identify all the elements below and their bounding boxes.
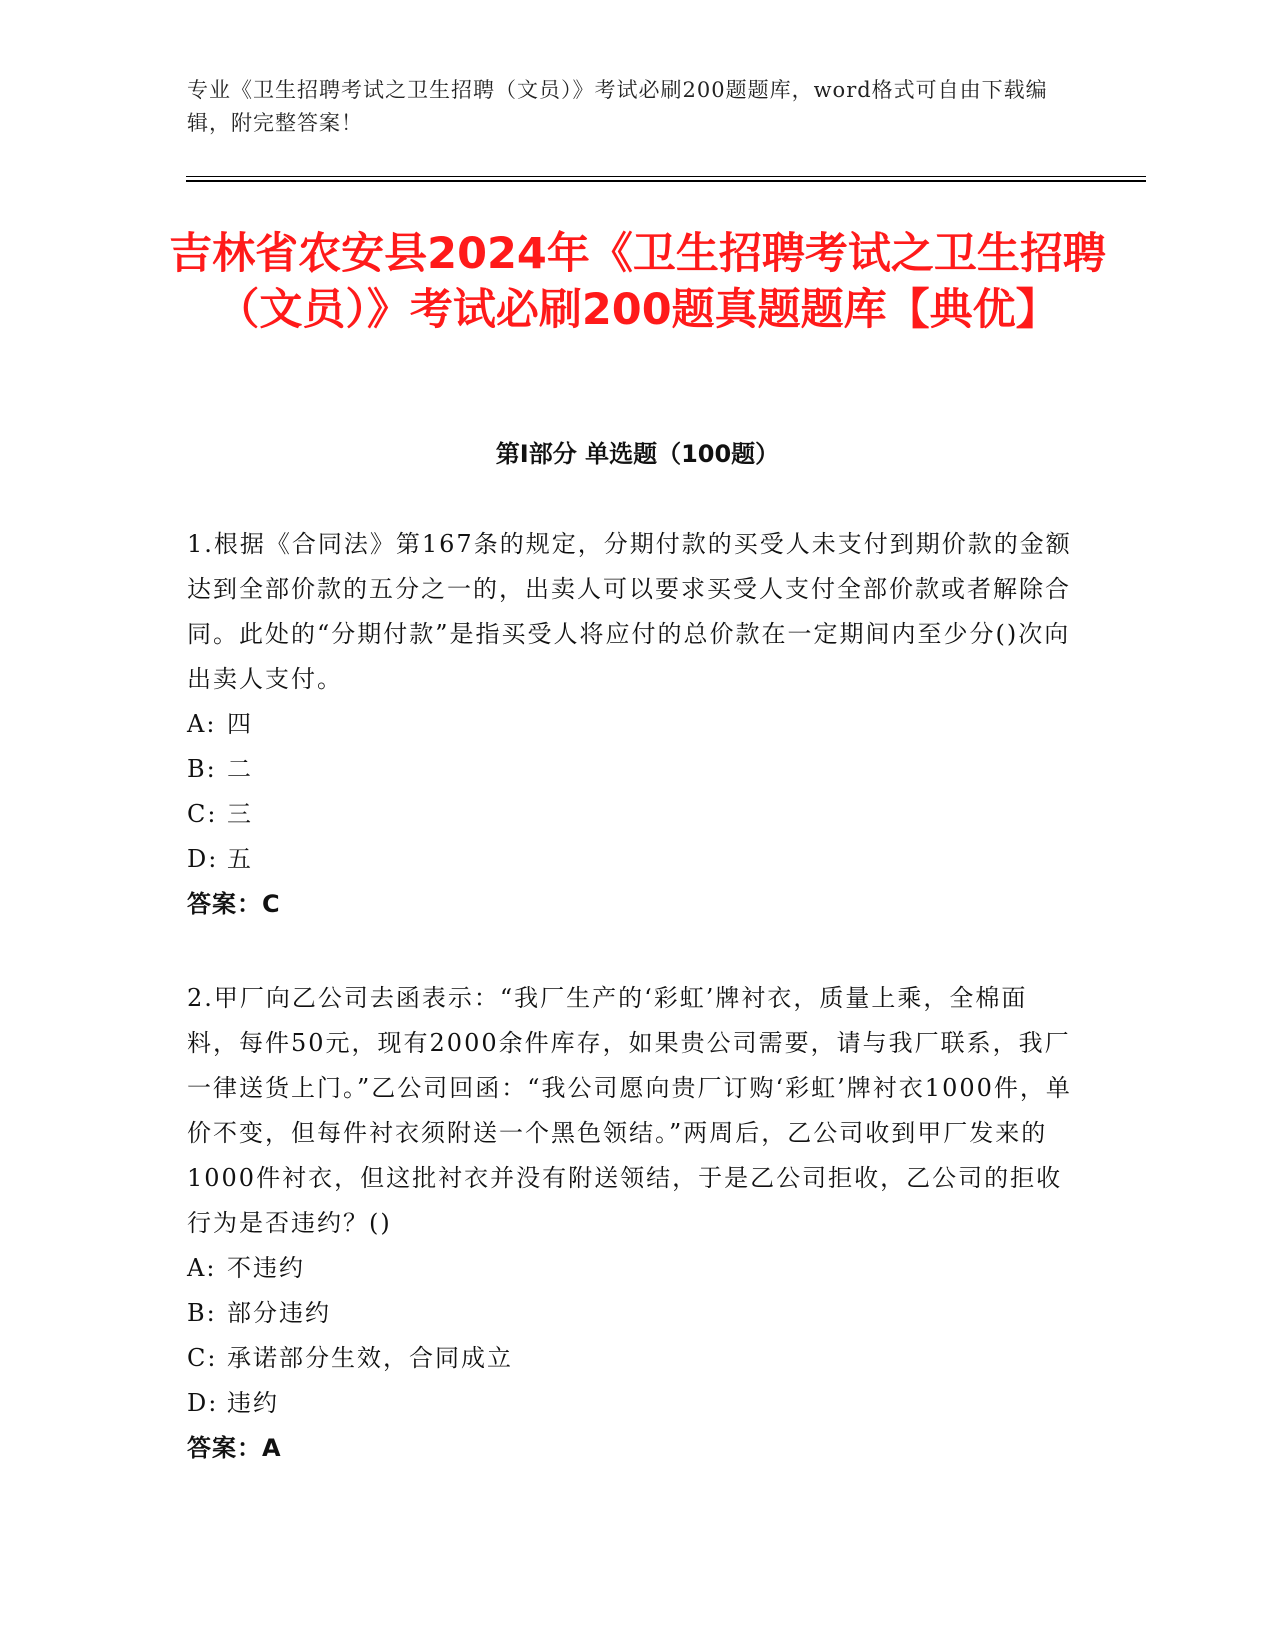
option-key: D: bbox=[187, 845, 219, 873]
option-list bbox=[187, 1246, 1077, 1426]
option-key: A: bbox=[187, 1254, 217, 1282]
option-b bbox=[187, 1291, 1077, 1336]
header-divider-thick bbox=[186, 180, 1146, 182]
option-key: B: bbox=[187, 1299, 217, 1327]
option-key: D: bbox=[187, 1389, 219, 1417]
option-text: 承诺部分生效，合同成立 bbox=[227, 1344, 513, 1372]
option-key: A: bbox=[187, 710, 217, 738]
option-key: C: bbox=[187, 800, 218, 828]
header-divider-thin bbox=[186, 176, 1146, 177]
header-note: 专业《卫生招聘考试之卫生招聘（文员）》考试必刷200题题库，word格式可自由下载编辑，附完整答案！ bbox=[187, 78, 1048, 135]
document-title: 吉林省农安县2024年《卫生招聘考试之卫生招聘（文员）》考试必刷200题真题题库【典优】 bbox=[169, 229, 1106, 335]
answer-line: 答案：A bbox=[187, 1434, 282, 1462]
option-c bbox=[187, 792, 1077, 837]
option-b bbox=[187, 747, 1077, 792]
question-stem: 2.甲厂向乙公司去函表示：“我厂生产的‘彩虹’牌衬衣，质量上乘，全棉面料，每件50元，现有2000余件库存，如果贵公司需要，请与我厂联系，我厂一律送货上门。”乙公司回函：“我公司愿向贵厂订购‘彩虹’牌衬衣1000件，单价不变，但每件衬衣须附送一个黑色领结。”两周后，乙公司收到甲厂发来的1000件衬衣，但这批衬衣并没有附送领结，于是乙公司拒收，乙公司的拒收行为是否违约？() bbox=[187, 984, 1072, 1237]
section-heading: 第Ⅰ部分 单选题（100题） bbox=[495, 440, 780, 468]
option-key: B: bbox=[187, 755, 217, 783]
option-text: 五 bbox=[227, 845, 253, 873]
option-text: 二 bbox=[227, 755, 253, 783]
option-list bbox=[187, 702, 1077, 882]
option-c bbox=[187, 1336, 1077, 1381]
option-a bbox=[187, 702, 1077, 747]
option-d bbox=[187, 837, 1077, 882]
option-a bbox=[187, 1246, 1077, 1291]
answer-line: 答案：C bbox=[187, 890, 281, 918]
option-text: 违约 bbox=[227, 1389, 279, 1417]
option-d bbox=[187, 1381, 1077, 1426]
option-key: C: bbox=[187, 1344, 218, 1372]
question-stem: 1.根据《合同法》第167条的规定，分期付款的买受人未支付到期价款的金额达到全部价款的五分之一的，出卖人可以要求买受人支付全部价款或者解除合同。此处的“分期付款”是指买受人将应付的总价款在一定期间内至少分()次向出卖人支付。 bbox=[187, 530, 1072, 693]
option-text: 不违约 bbox=[227, 1254, 305, 1282]
question-1 bbox=[187, 522, 1077, 927]
question-2 bbox=[187, 976, 1077, 1471]
option-text: 三 bbox=[227, 800, 253, 828]
option-text: 四 bbox=[227, 710, 253, 738]
option-text: 部分违约 bbox=[227, 1299, 331, 1327]
